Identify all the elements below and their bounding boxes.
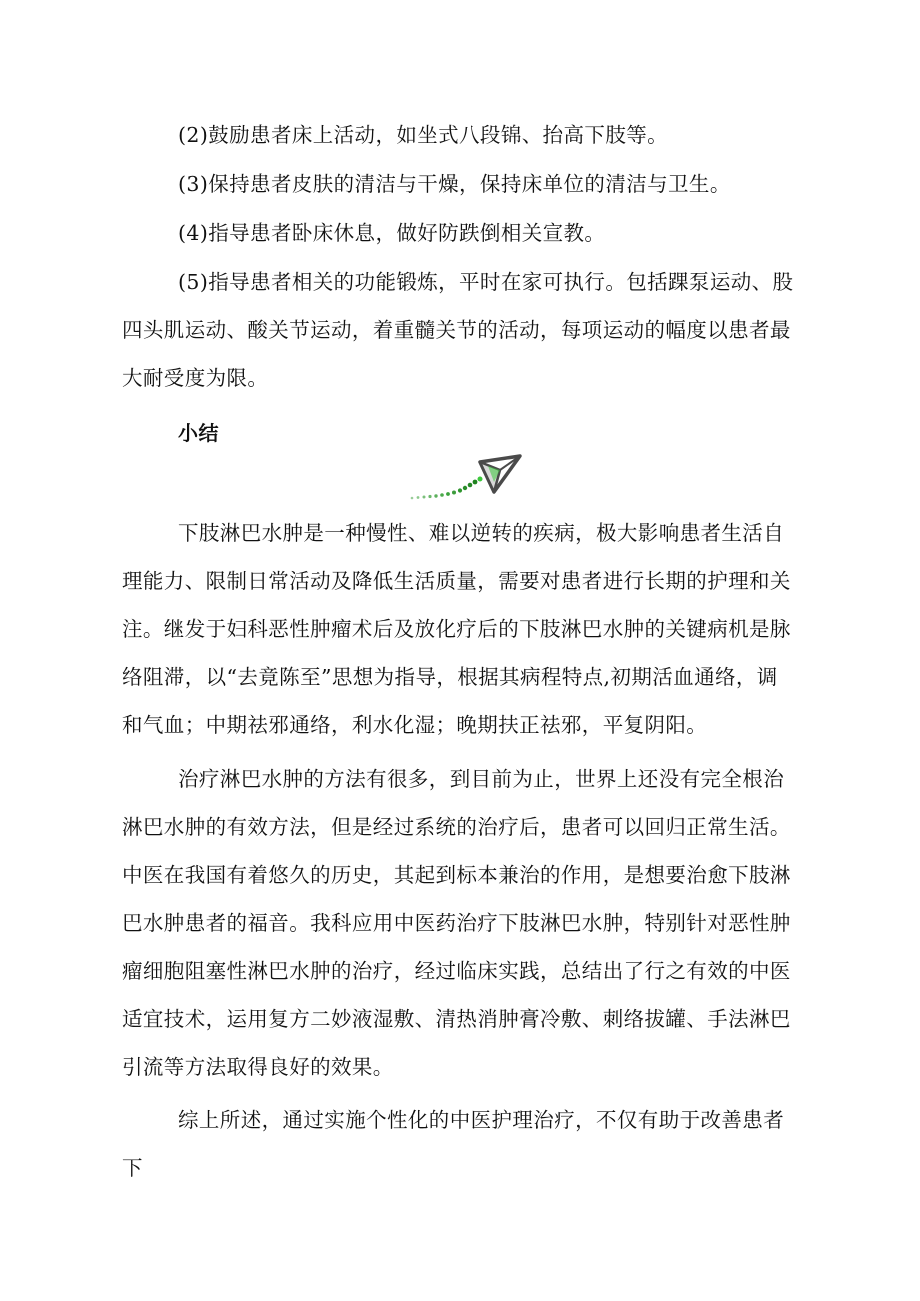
list-item-5: (5)指导患者相关的功能锻炼，平时在家可执行。包括踝泵运动、股四头肌运动、酸关节运动，着重髓关节的活动，每项运动的幅度以患者最大耐受度为限。 xyxy=(122,270,794,390)
list-item-3: (3)保持患者皮肤的清洁与干燥，保持床单位的清洁与卫生。 xyxy=(178,172,731,196)
list-item-4: (4)指导患者卧床休息，做好防跌倒相关宣教。 xyxy=(178,221,606,245)
plane-trail xyxy=(411,477,483,500)
summary-paragraph-3: 综上所述，通过实施个性化的中医护理治疗，不仅有助于改善患者下 xyxy=(122,1108,785,1180)
list-item-2: (2)鼓励患者床上活动，如坐式八段锦、抬高下肢等。 xyxy=(178,123,669,147)
section-heading: 小结 xyxy=(178,421,219,445)
summary-paragraph-2: 治疗淋巴水肿的方法有很多，到目前为止，世界上还没有完全根治淋巴水肿的有效方法，但是经过系统的治疗后，患者可以回归正常生活。中医在我国有着悠久的历史，其起到标本兼治的作用，是想要治愈下肢淋巴水肿患者的福音。我科应用中医药治疗下肢淋巴水肿，特别针对恶性肿瘤细胞阻塞性淋巴水肿的治疗，经过临床实践，总结出了行之有效的中医适宜技术，运用复方二妙液湿敷、清热消肿膏冷敷、刺络拔罐、手法淋巴引流等方法取得良好的效果。 xyxy=(122,767,791,1079)
summary-paragraph-1: 下肢淋巴水肿是一种慢性、难以逆转的疾病，极大影响患者生活自理能力、限制日常活动及降低生活质量，需要对患者进行长期的护理和关注。继发于妇科恶性肿瘤术后及放化疗后的下肢淋巴水肿的关键病机是脉络阻滞，以“去竟陈至”思想为指导，根据其病程特点,初期活血通络，调和气血；中期祛邪通络，利水化湿；晚期扶正祛邪，平复阴阳。 xyxy=(122,521,791,737)
plane-body xyxy=(480,456,520,492)
paper-plane-icon xyxy=(408,452,524,504)
